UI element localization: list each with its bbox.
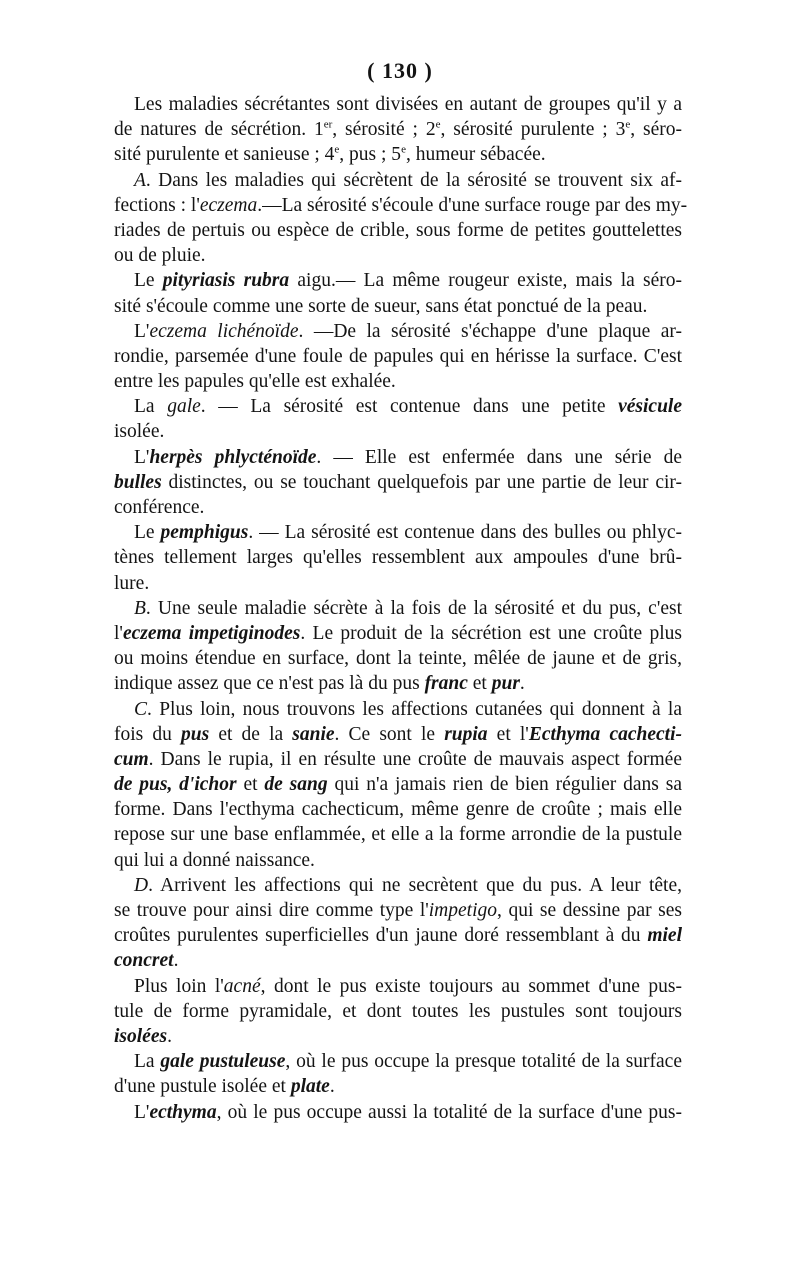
text-line: se trouve pour ainsi dire comme type l'impetigo, qui se dessine par ses [114,900,682,921]
text-line: repose sur une base enflammée, et elle a la forme arrondie de la pustule [114,824,682,846]
text-line: de pus, d'ichor et de sang qui n'a jamais rien de bien régulier dans sa [114,774,682,796]
text-line: cum. Dans le rupia, il en résulte une croûte de mauvais aspect formée [114,748,682,770]
text-line: La gale. — La sérosité est contenue dans une petite vésicule [134,396,682,418]
text-line: ou moins étendue en surface, dont la teinte, mêlée de jaune et de gris, [114,648,682,670]
text-line: La gale pustuleuse, où le pus occupe la presque totalité de la surface [134,1051,682,1073]
text-line: Plus loin l'acné, dont le pus existe toujours au sommet d'une pus- [134,975,682,997]
paragraph [114,445,682,521]
text-line: qui lui a donné naissance. [114,849,315,871]
paragraph [114,873,682,974]
text-line: C. Plus loin, nous trouvons les affections cutanées qui donnent à la [134,698,682,720]
text-line: indique assez que ce n'est pas là du pus franc et pur. [114,673,525,695]
text-line: sité purulente et sanieuse ; 4e, pus ; 5e, humeur sébacée. [114,143,546,166]
paragraph [114,268,682,318]
text-line: fois du pus et de la sanie. Ce sont le rupia et l'Ecthyma cachecti- [114,723,682,745]
text-line: Le pemphigus. — La sérosité est contenue dans des bulles ou phlyc- [134,522,683,544]
paragraph [114,697,682,873]
body-text [114,92,688,1125]
text-line: d'une pustule isolée et plate. [114,1076,335,1098]
text-line: Les maladies sécrétantes sont divisées en autant de groupes qu'il y a [134,94,682,115]
text-line: Le pityriasis rubra aigu.— La même rougeur existe, mais la séro- [134,270,682,292]
text-line: tule de forme pyramidale, et dont toutes les pustules sont toujours [114,1000,682,1022]
text-line: L'eczema lichénoïde. —De la sérosité s'échappe d'une plaque ar- [134,320,683,342]
text-line: rondie, parsemée d'une foule de papules qui en hérisse la surface. C'est [114,345,682,367]
text-line: conférence. [114,497,205,518]
paragraph [114,1100,682,1125]
text-line: isolée. [114,421,165,443]
text-line: L'herpès phlycténoïde. — Elle est enfermée dans une série de [134,446,682,468]
paragraph [114,1049,682,1099]
text-line: tènes tellement larges qu'elles ressemblent aux ampoules d'une brû- [114,547,682,569]
text-line: B. Une seule maladie sécrète à la fois de la sérosité et du pus, c'est [134,597,682,619]
paragraph [114,319,682,395]
text-line: sité s'écoule comme une sorte de sueur, sans état ponctué de la peau. [114,295,648,317]
text-line: concret. [114,950,179,972]
text-line: lure. [114,572,150,594]
text-line: D. Arrivent les affections qui ne secrètent que du pus. A leur tête, [134,874,682,896]
text-line: forme. Dans l'ecthyma cachecticum, même genre de croûte ; mais elle [114,799,682,821]
text-line: l'eczema impetiginodes. Le produit de la sécrétion est une croûte plus [114,622,682,644]
paragraph [114,520,682,596]
text-line: croûtes purulentes superficielles d'un jaune doré ressemblant à du miel [114,925,682,947]
text-line: entre les papules qu'elle est exhalée. [114,371,396,393]
paragraph [114,168,688,269]
paragraph [114,92,682,168]
paragraph [114,974,682,1050]
text-line: isolées. [114,1025,172,1047]
text-line: riades de pertuis ou espèce de crible, sous forme de petites gouttelettes [114,219,682,241]
text-line: fections : l'eczema.—La sérosité s'écoule d'une surface rouge par des my- [114,194,688,216]
text-line: A. Dans les maladies qui sécrètent de la sérosité se trouvent six af- [134,169,682,191]
text-line: L'ecthyma, où le pus occupe aussi la totalité de la surface d'une pus- [134,1101,682,1123]
page-number: ( 130 ) [367,58,433,83]
paragraph [114,394,682,444]
paragraph [114,596,682,697]
text-line: bulles distinctes, ou se touchant quelquefois par une partie de leur cir- [114,471,682,493]
text-line: ou de pluie. [114,245,206,267]
text-line: de natures de sécrétion. 1er, sérosité ; 2e, sérosité purulente ; 3e, séro- [114,118,682,141]
